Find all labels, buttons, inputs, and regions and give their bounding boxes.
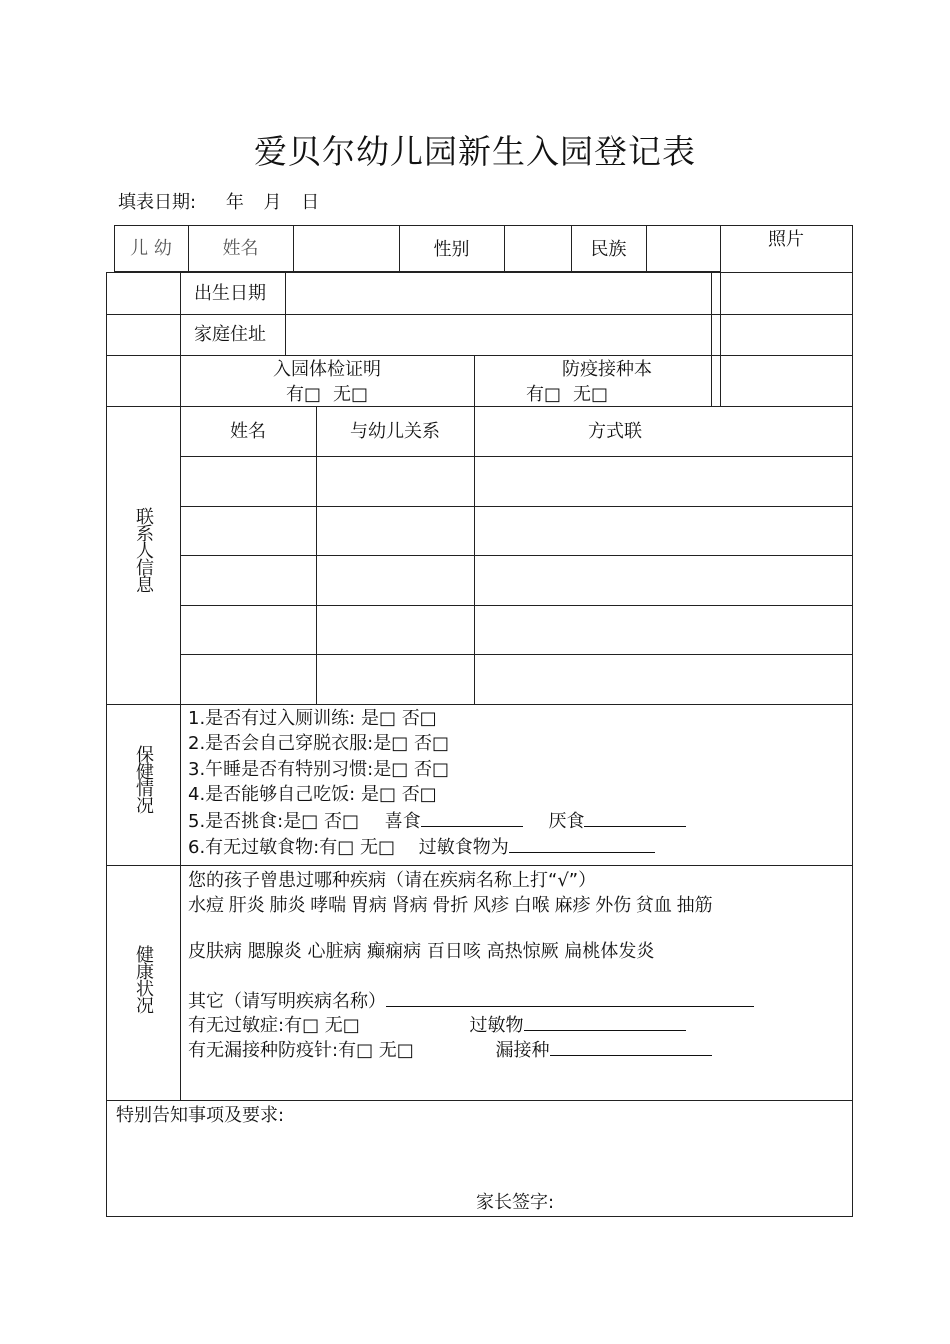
- care-item-5-dislike-label: 厌食: [548, 810, 585, 832]
- name-label: 姓名: [222, 238, 259, 259]
- grid-line: [852, 225, 853, 1216]
- notes-field[interactable]: [110, 1130, 848, 1190]
- care-item-5-dislike-field[interactable]: [584, 808, 686, 827]
- grid-line: [106, 1100, 852, 1101]
- grid-line: [474, 355, 475, 704]
- missed-vaccine-item-field[interactable]: [550, 1037, 712, 1056]
- grid-line: [711, 272, 712, 407]
- contact-header-name: 姓名: [230, 421, 266, 442]
- grid-line: [106, 355, 852, 356]
- grid-line: [106, 272, 852, 273]
- contact-section-text: 联系人信息: [133, 507, 154, 592]
- contact-section-label: [131, 507, 155, 597]
- contact-row-5-name[interactable]: [181, 655, 315, 703]
- disease-list-2[interactable]: 皮肤病 腮腺炎 心脏病 癫痫病 百日咳 高热惊厥 扁桃体发炎: [188, 941, 655, 962]
- care-section-label: [131, 745, 155, 818]
- contact-header-method: 方式联: [588, 421, 642, 442]
- disease-list-1[interactable]: 水痘 肝炎 肺炎 哮喘 胃病 肾病 骨折 风疹 白喉 麻疹 外伤 贫血 抽筋: [188, 895, 713, 916]
- contact-row-4-name[interactable]: [181, 606, 315, 653]
- grid-line: [106, 865, 852, 866]
- care-item-6-question[interactable]: 6.有无过敏食物:有□ 无□: [188, 837, 395, 859]
- missed-vaccine-row[interactable]: [188, 1037, 712, 1063]
- contact-row-2-name[interactable]: [181, 507, 315, 554]
- health-section-text: 健康状况: [133, 945, 154, 1013]
- care-item-6-allergen-field[interactable]: [509, 834, 655, 853]
- allergy-item-label: 过敏物: [469, 1015, 524, 1036]
- contact-header-relation: 与幼儿关系: [350, 421, 440, 442]
- grid-line: [106, 704, 852, 705]
- fill-date-day: 日: [301, 192, 320, 213]
- care-section-text: 保健情况: [133, 745, 154, 813]
- address-label: 家庭住址: [194, 324, 266, 345]
- contact-row-3-name[interactable]: [181, 556, 315, 604]
- allergy-question[interactable]: 有无过敏症:有□ 无□: [188, 1015, 360, 1036]
- missed-vaccine-item-label: 漏接种: [495, 1040, 550, 1061]
- gender-label: 性别: [433, 239, 470, 260]
- health-cert-options[interactable]: [180, 383, 474, 407]
- care-item-5-question[interactable]: 5.是否挑食:是□ 否□: [188, 810, 359, 832]
- health-cert-label: 入园体检证明: [273, 359, 381, 380]
- birth-date-label: 出生日期: [194, 283, 266, 304]
- fill-date-label: 填表日期:: [118, 192, 197, 213]
- care-item-5[interactable]: [188, 808, 686, 834]
- care-item-6-allergen-label: 过敏食物为: [418, 837, 509, 859]
- contact-row-1-name[interactable]: [181, 457, 315, 505]
- care-item-2[interactable]: 2.是否会自己穿脱衣服:是□ 否□: [188, 733, 449, 755]
- name-field[interactable]: [293, 227, 397, 269]
- grid-line: [316, 406, 317, 704]
- disease-intro: 您的孩子曾患过哪种疾病（请在疾病名称上打“√”）: [188, 870, 597, 891]
- fill-date: [118, 188, 333, 214]
- health-cert-no[interactable]: 无□: [333, 384, 369, 405]
- signature-label: 家长签字:: [476, 1192, 555, 1213]
- care-item-6[interactable]: [188, 834, 686, 860]
- fill-date-month: 月: [263, 192, 282, 213]
- notes-label: 特别告知事项及要求:: [116, 1105, 285, 1126]
- care-list: [188, 706, 686, 860]
- grid-line: [114, 225, 852, 226]
- vaccine-book-options[interactable]: [474, 383, 660, 407]
- other-disease-field[interactable]: [386, 988, 754, 1007]
- child-label: 儿 幼: [130, 238, 172, 259]
- health-section-label: [131, 945, 155, 1018]
- care-item-5-like-label: 喜食: [384, 810, 421, 832]
- allergy-row[interactable]: [188, 1012, 686, 1038]
- missed-vaccine-question[interactable]: 有无漏接种防疫针:有□ 无□: [188, 1040, 414, 1061]
- care-item-5-like-field[interactable]: [421, 808, 523, 827]
- ethnicity-field[interactable]: [647, 227, 718, 269]
- fill-date-year: 年: [225, 192, 244, 213]
- vaccine-book-no[interactable]: 无□: [573, 384, 609, 405]
- vaccine-book-yes[interactable]: 有□: [525, 384, 561, 405]
- page-title: 爱贝尔幼儿园新生入园登记表: [254, 132, 696, 171]
- other-disease-label: 其它（请写明疾病名称）: [188, 991, 386, 1012]
- care-item-3[interactable]: 3.午睡是否有特别习惯:是□ 否□: [188, 758, 449, 780]
- care-item-1[interactable]: 1.是否有过入厕训练: 是□ 否□: [188, 708, 437, 729]
- birth-date-field[interactable]: [286, 274, 710, 313]
- photo-label: 照片: [768, 229, 804, 250]
- grid-line: [106, 272, 107, 1216]
- allergy-item-field[interactable]: [524, 1012, 686, 1031]
- other-disease[interactable]: [188, 988, 754, 1014]
- vaccine-book-label: 防疫接种本: [562, 359, 652, 380]
- grid-line: [106, 1216, 853, 1217]
- ethnicity-label: 民族: [590, 239, 627, 260]
- gender-field[interactable]: [505, 227, 569, 269]
- address-field[interactable]: [286, 316, 710, 354]
- grid-line: [106, 314, 852, 315]
- care-item-4[interactable]: 4.是否能够自己吃饭: 是□ 否□: [188, 784, 437, 806]
- health-cert-yes[interactable]: 有□: [285, 384, 321, 405]
